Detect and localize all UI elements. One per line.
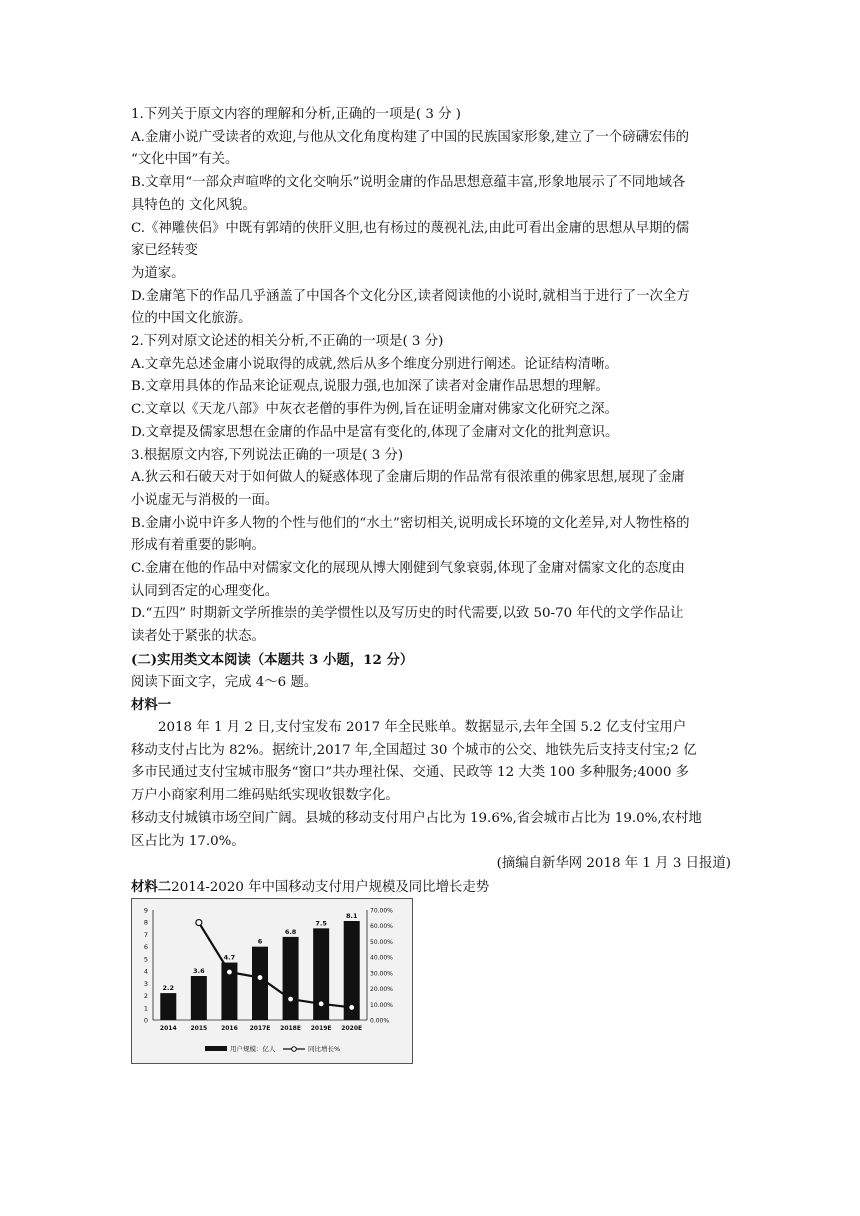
material-one-label: 材料一	[131, 697, 172, 714]
text-line: B.文章用“一部众声喧哗的文化交响乐”说明金庸的作品思想意蕴丰富,形象地展示了不同地域各	[131, 175, 686, 191]
text-line: “文化中国”有关。	[131, 152, 239, 168]
text-line: 3.根据原文内容,下列说法正确的一项是( 3 分)	[131, 447, 404, 463]
growth-point	[349, 1004, 355, 1010]
text-line: D.金庸笔下的作品几乎涵盖了中国各个文化分区,读者阅读他的小说时,就相当于进行了一次全方	[131, 288, 690, 304]
y-tick-label-right: 50.00%	[370, 938, 393, 946]
x-tick-label: 2020E	[341, 1025, 363, 1032]
text-line: A.文章先总述金庸小说取得的成就,然后从多个维度分别进行阐述。论证结构清晰。	[131, 356, 618, 372]
y-tick-label-left: 2	[143, 992, 148, 1001]
text-line: 位的中国文化旅游。	[131, 311, 252, 327]
mobile-payment-chart	[131, 898, 413, 1064]
text-line: 2.下列对原文论述的相关分析,不正确的一项是( 3 分)	[131, 334, 444, 350]
instruction-text: 阅读下面文字，完成 4～6 题。	[131, 674, 318, 690]
y-tick-label-right: 30.00%	[370, 970, 393, 978]
bar-data-label: 2.2	[162, 984, 175, 993]
x-tick-label: 2015	[190, 1025, 208, 1032]
chart-svg	[131, 898, 413, 1064]
bar-data-label: 3.6	[193, 967, 205, 975]
growth-point	[196, 920, 202, 926]
material-line: 区占比为 17.0%。	[131, 833, 245, 849]
text-line: B.文章用具体的作品来论证观点,说服力强,也加深了读者对金庸作品思想的理解。	[131, 379, 609, 395]
text-line: A.狄云和石破天对于如何做人的疑惑体现了金庸后期的作品常有很浓重的佛家思想,展现了金庸	[131, 470, 685, 486]
source-citation: (摘编自新华网 2018 年 1 月 3 日报道)	[496, 856, 731, 872]
y-tick-label-left: 7	[143, 930, 148, 939]
bar	[283, 937, 299, 1020]
material-two-label: 材料二	[131, 878, 172, 895]
y-tick-label-left: 8	[143, 918, 148, 927]
legend-bar-swatch	[205, 1046, 227, 1051]
y-tick-label-right: 20.00%	[370, 986, 393, 994]
y-tick-label-left: 1	[143, 1004, 148, 1013]
legend-bar-label: 用户规模：亿人	[230, 1045, 276, 1053]
bar	[191, 976, 207, 1020]
growth-point	[318, 1001, 324, 1007]
text-line: 形成有着重要的影响。	[131, 538, 265, 554]
y-tick-label-left: 9	[143, 906, 148, 915]
bar-data-label: 8.1	[345, 912, 358, 920]
legend-line-marker	[292, 1047, 297, 1052]
material-line: 移动支付占比为 82%。据统计,2017 年,全国超过 30 个城市的公交、地铁先后支持支付宝;2 亿	[131, 742, 697, 758]
text-line: C.金庸在他的作品中对儒家文化的展现从博大刚健到气象衰弱,体现了金庸对儒家文化的态度由	[131, 561, 685, 577]
growth-point	[288, 996, 294, 1002]
material-line: 多市民通过支付宝城市服务“窗口”共办理社保、交通、民政等 12 大类 100 多种服务;4000 多	[131, 765, 690, 781]
material-two-heading	[131, 876, 731, 900]
text-line: 具特色的 文化风貌。	[131, 197, 256, 213]
text-line: 认同到否定的心理变化。	[131, 583, 279, 599]
bar	[160, 993, 176, 1020]
material-two-title: 2014-2020 年中国移动支付用户规模及同比增长走势	[171, 879, 490, 895]
material-line: 移动支付城镇市场空间广阔。县城的移动支付用户占比为 19.6%,省会城市占比为 19.0%,农村地	[131, 810, 702, 826]
document-page	[131, 104, 731, 900]
y-tick-label-right: 0.00%	[370, 1017, 390, 1025]
text-line: A.金庸小说广受读者的欢迎,与他从文化角度构建了中国的民族国家形象,建立了一个磅礴宏伟的	[131, 129, 690, 145]
x-tick-label: 2017E	[249, 1025, 271, 1032]
text-line: D.文章提及儒家思想在金庸的作品中是富有变化的,体现了金庸对文化的批判意识。	[131, 424, 619, 440]
material-line: 2018 年 1 月 2 日,支付宝发布 2017 年全民账单。数据显示,去年全国 5.2 亿支付宝用户	[158, 719, 687, 735]
y-tick-label-right: 70.00%	[370, 907, 393, 915]
growth-point	[257, 975, 263, 981]
x-tick-label: 2018E	[280, 1025, 301, 1032]
y-tick-label-left: 4	[143, 967, 148, 976]
y-tick-label-left: 6	[143, 943, 148, 952]
y-tick-label-right: 10.00%	[370, 1001, 393, 1009]
y-tick-label-right: 40.00%	[370, 954, 393, 962]
text-line: 小说虚无与消极的一面。	[131, 492, 279, 508]
material-one-body	[131, 717, 731, 853]
text-line: C.文章以《天龙八部》中灰衣老僧的事件为例,旨在证明金庸对佛家文化研究之深。	[131, 402, 618, 418]
text-line: 家已经转变	[131, 243, 198, 259]
bar-data-label: 6.8	[284, 927, 297, 936]
y-tick-label-left: 3	[143, 979, 148, 988]
bar-data-label: 6	[257, 937, 263, 946]
text-line: C.《神雕侠侣》中既有郭靖的侠肝义胆,也有杨过的蔑视礼法,由此可看出金庸的思想从早期的儒	[131, 220, 690, 236]
bar-data-label: 7.5	[315, 919, 327, 928]
text-line: D.“五四” 时期新文学所推崇的美学惯性以及写历史的时代需要,以致 50-70 年代的文学作品让	[131, 606, 684, 622]
x-tick-label: 2016	[221, 1025, 238, 1032]
text-line: 1.下列关于原文内容的理解和分析,正确的一项是( 3 分 )	[131, 107, 461, 122]
y-tick-label-right: 60.00%	[370, 923, 393, 931]
text-line: 为道家。	[131, 265, 185, 281]
y-tick-label-left: 0	[143, 1016, 148, 1025]
bar-data-label: 4.7	[223, 953, 236, 962]
x-tick-label: 2019E	[310, 1025, 332, 1032]
question-block	[131, 104, 731, 649]
text-line: 读者处于紧张的状态。	[131, 629, 265, 645]
section-heading: (二)实用类文本阅读（本题共 3 小题，12 分）	[131, 651, 414, 668]
y-tick-label-left: 5	[143, 955, 148, 964]
text-line: B.金庸小说中许多人物的个性与他们的“水土”密切相关,说明成长环境的文化差异,对人物性格的	[131, 515, 690, 531]
material-line: 万户小商家利用二维码贴纸实现收银数字化。	[131, 788, 399, 804]
legend-line-label: 同比增长%	[308, 1045, 341, 1053]
bar	[252, 947, 268, 1020]
growth-point	[226, 969, 232, 975]
x-tick-label: 2014	[159, 1025, 177, 1032]
